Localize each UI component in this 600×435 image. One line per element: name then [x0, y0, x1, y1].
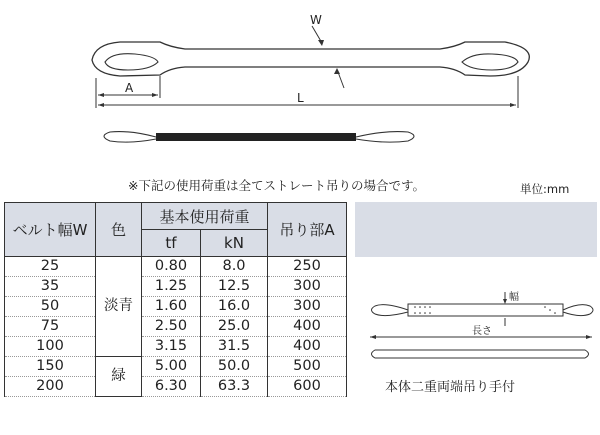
table-row [5, 317, 347, 337]
sling-right-eye [563, 305, 593, 316]
table-row [5, 257, 347, 277]
spec-table [4, 202, 347, 397]
sling-top-drawing [0, 0, 600, 175]
label-a: A [125, 81, 134, 95]
side-left-eye [104, 132, 156, 143]
table-row [5, 277, 347, 297]
cell-eye: 500 [268, 357, 347, 377]
cell-color-light-blue: 淡青 [96, 257, 142, 357]
lower-sling [372, 350, 589, 358]
sling-outline [92, 42, 529, 76]
header-tf: tf [142, 230, 201, 257]
header-band [355, 202, 597, 257]
label-width: 幅 [509, 292, 519, 303]
cell-tf: 0.80 [142, 257, 201, 277]
table-row [5, 357, 347, 377]
cell-eye: 300 [268, 297, 347, 317]
cell-eye: 400 [268, 317, 347, 337]
label-w: W [310, 13, 322, 27]
sling-body [408, 304, 563, 316]
cell-kn: 25.0 [201, 317, 268, 337]
left-eye [105, 54, 158, 70]
cell-width: 25 [5, 257, 96, 277]
cell-width: 50 [5, 297, 96, 317]
right-eye [462, 54, 518, 70]
side-right-eye [356, 132, 414, 143]
cell-kn: 16.0 [201, 297, 268, 317]
table-row [5, 377, 347, 397]
table-row [5, 297, 347, 317]
cell-eye: 400 [268, 337, 347, 357]
cell-width: 200 [5, 377, 96, 397]
header-working-load: 基本使用荷重 [142, 203, 268, 230]
cell-kn: 50.0 [201, 357, 268, 377]
cell-eye: 300 [268, 277, 347, 297]
table-row [5, 337, 347, 357]
sling-caption: 本体二重両端吊り手付 [385, 380, 516, 395]
cell-width: 35 [5, 277, 96, 297]
cell-width: 100 [5, 337, 96, 357]
cell-tf: 1.25 [142, 277, 201, 297]
double-sling-drawing [360, 280, 600, 375]
header-eye: 吊り部A [268, 203, 347, 257]
unit-label: 単位:mm [520, 182, 570, 196]
label-l: L [297, 91, 304, 105]
cell-tf: 6.30 [142, 377, 201, 397]
cell-eye: 250 [268, 257, 347, 277]
cell-eye: 600 [268, 377, 347, 397]
cell-kn: 12.5 [201, 277, 268, 297]
cell-kn: 63.3 [201, 377, 268, 397]
cell-kn: 31.5 [201, 337, 268, 357]
cell-tf: 2.50 [142, 317, 201, 337]
cell-tf: 5.00 [142, 357, 201, 377]
label-length: 長さ [472, 326, 492, 337]
sling-left-eye [372, 305, 409, 316]
cell-color-green: 緑 [96, 357, 142, 397]
side-body [156, 133, 356, 141]
usage-note: ※下記の使用荷重は全てストレート吊りの場合です。 [128, 178, 425, 193]
cell-tf: 3.15 [142, 337, 201, 357]
header-color: 色 [96, 203, 142, 257]
cell-kn: 8.0 [201, 257, 268, 277]
header-belt-width: ベルト幅W [5, 203, 96, 257]
header-kn: kN [201, 230, 268, 257]
cell-tf: 1.60 [142, 297, 201, 317]
cell-width: 75 [5, 317, 96, 337]
cell-width: 150 [5, 357, 96, 377]
